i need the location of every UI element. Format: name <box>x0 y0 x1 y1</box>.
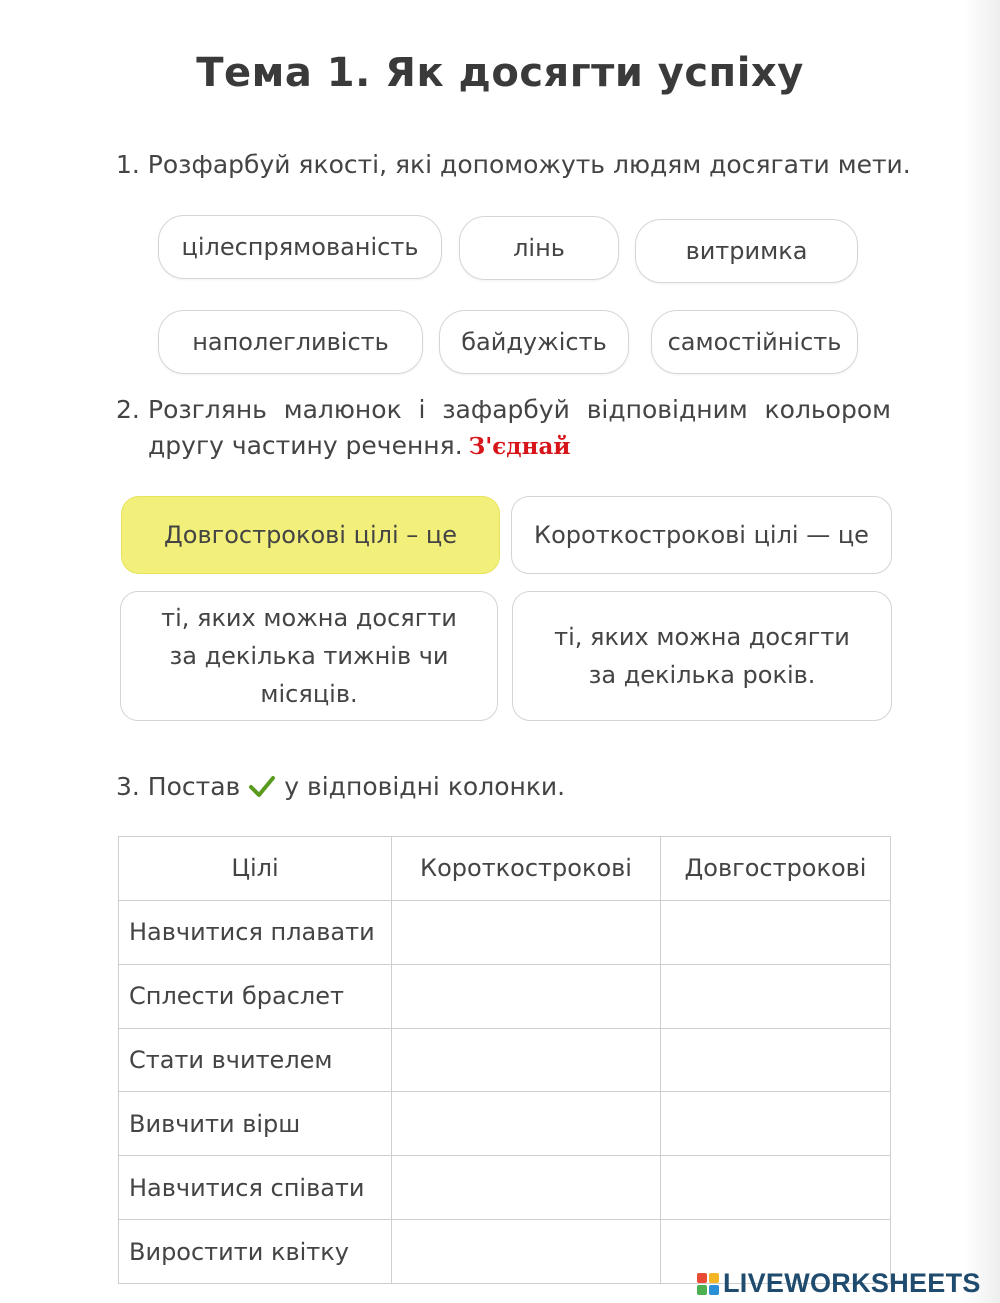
logo-mark-square <box>697 1285 707 1295</box>
task-2-line-2 <box>116 428 891 465</box>
short-term-cell[interactable] <box>392 900 661 964</box>
match-card-long-term[interactable] <box>121 496 500 574</box>
table-row <box>119 1092 891 1156</box>
table-row <box>119 1156 891 1220</box>
long-term-cell[interactable] <box>661 964 891 1028</box>
logo-mark-square <box>709 1273 719 1283</box>
page-edge-shadow <box>964 0 1000 1303</box>
logo-mark-square <box>697 1273 707 1283</box>
task-2-word: малюнок <box>283 395 402 424</box>
match-card-short-term[interactable] <box>511 496 892 574</box>
task-3-instruction <box>116 772 565 801</box>
header-short-term: Короткострокові <box>392 837 661 901</box>
long-term-cell[interactable] <box>661 1156 891 1220</box>
task-2-word: зафарбуй <box>442 395 570 424</box>
task-2-word: кольором <box>764 395 891 424</box>
table-row <box>119 964 891 1028</box>
task-2-number: 2. <box>116 395 140 424</box>
header-goals: Цілі <box>119 837 392 901</box>
quality-chip[interactable]: самостійність <box>651 310 858 374</box>
quality-chip[interactable]: лінь <box>459 216 619 280</box>
task-3-text-before: 3. Постав <box>116 772 241 801</box>
task-2-word: і <box>418 395 426 424</box>
match-card-text: Короткострокові цілі — це <box>534 521 869 549</box>
task-1-instruction: 1. Розфарбуй якості, які допоможуть людям досягати мети. <box>116 150 911 179</box>
goal-cell: Сплести браслет <box>119 964 392 1028</box>
table-row <box>119 900 891 964</box>
long-term-cell[interactable] <box>661 1092 891 1156</box>
task-2-line-2-text: другу частину речення. <box>148 431 463 460</box>
match-card-weeks-months[interactable] <box>120 591 498 721</box>
page-title: Тема 1. Як досягти успіху <box>196 50 804 96</box>
quality-chip[interactable]: цілеспрямованість <box>158 215 442 279</box>
quality-chip[interactable]: наполегливість <box>158 310 423 374</box>
short-term-cell[interactable] <box>392 1092 661 1156</box>
long-term-cell[interactable] <box>661 900 891 964</box>
short-term-cell[interactable] <box>392 1156 661 1220</box>
task-2-word: відповідним <box>586 395 748 424</box>
task-2-line-1 <box>116 392 891 428</box>
quality-chip[interactable]: витримка <box>635 219 858 283</box>
task-2-word: Розглянь <box>148 395 267 424</box>
header-long-term: Довгострокові <box>661 837 891 901</box>
goal-cell: Вивчити вірш <box>119 1092 392 1156</box>
short-term-cell[interactable] <box>392 1028 661 1092</box>
goal-cell: Виростити квітку <box>119 1220 392 1284</box>
short-term-cell[interactable] <box>392 964 661 1028</box>
table-row <box>119 1028 891 1092</box>
goal-cell: Навчитися співати <box>119 1156 392 1220</box>
table-header-row <box>119 837 891 901</box>
logo-mark-square <box>709 1285 719 1295</box>
liveworksheets-logo[interactable] <box>697 1268 981 1299</box>
task-3-text-after: у відповідні колонки. <box>284 772 566 801</box>
match-card-text: ті, яких можна досягти за декілька років. <box>554 623 850 689</box>
short-term-cell[interactable] <box>392 1220 661 1284</box>
match-card-years[interactable] <box>512 591 892 721</box>
match-card-text: Довгострокові цілі – це <box>164 521 457 549</box>
logo-text: LIVEWORKSHEETS <box>723 1268 981 1298</box>
logo-mark-icon <box>697 1273 719 1295</box>
goals-table <box>118 836 891 1284</box>
task-2-instruction <box>116 392 891 465</box>
long-term-cell[interactable] <box>661 1028 891 1092</box>
goal-cell: Навчитися плавати <box>119 900 392 964</box>
quality-chip[interactable]: байдужість <box>439 310 629 374</box>
connect-label: З'єднай <box>468 433 571 460</box>
match-card-text: ті, яких можна досягти за декілька тижнів чи місяців. <box>161 604 457 708</box>
checkmark-icon <box>248 775 276 799</box>
goal-cell: Стати вчителем <box>119 1028 392 1092</box>
